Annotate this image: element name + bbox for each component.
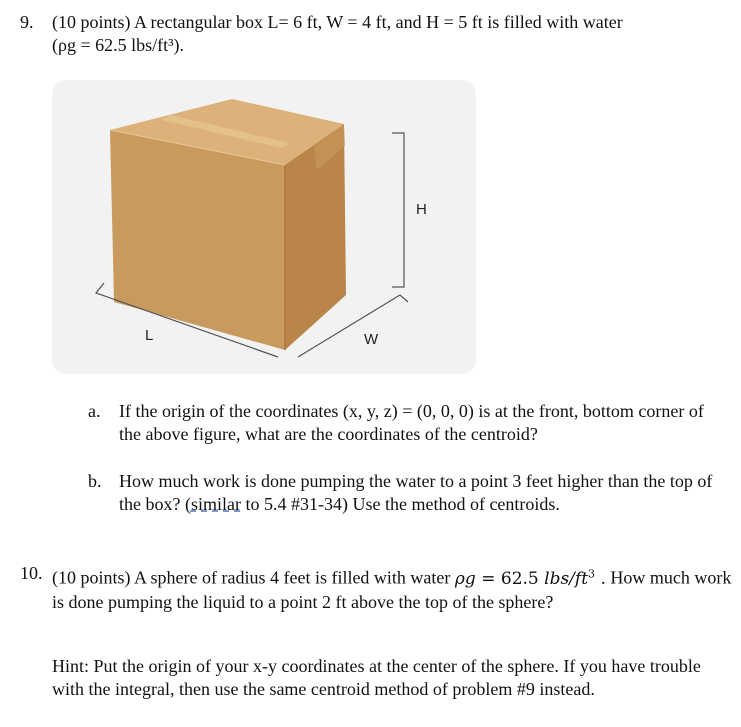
problem-10-number: 10. — [20, 563, 43, 583]
problem-10-hint: Hint: Put the origin of your x-y coordinates at the center of the sphere. If you have trouble with the integral, then use the same centroid method of problem #9 instead. — [52, 656, 701, 699]
problem-10-intro: (10 points) A sphere of radius 4 feet is filled with water — [52, 567, 451, 588]
label-l: L — [145, 327, 154, 344]
box-front-face — [110, 130, 285, 350]
similar-word: similar — [190, 494, 241, 514]
problem-10-text — [52, 562, 732, 614]
problem-9-title — [20, 11, 732, 34]
problem-9-line2: (ρg = 62.5 lbs/ft³). — [52, 35, 185, 55]
problem-9-line1: (10 points) A rectangular box L= 6 ft, W = 4 ft, and H = 5 ft is filled with water — [52, 12, 623, 32]
part-a-letter: a. — [88, 401, 101, 421]
problem-10-question: How much work is done pumping the liquid to a point 2 ft above the top of the sphere? — [52, 567, 732, 612]
part-a-text: If the origin of the coordinates (x, y, z) = (0, 0, 0) is at the front, bottom corner of the above figure, what are the coordinates of the centroid? — [119, 401, 704, 444]
part-b-letter: b. — [88, 471, 102, 491]
height-bracket — [392, 133, 404, 287]
density-formula: ρg = 62.5 lbs/$ft^3$ . — [454, 567, 606, 589]
box-illustration — [52, 80, 476, 374]
problem-9-number: 9. — [20, 12, 34, 32]
label-w: W — [364, 331, 379, 348]
box-figure — [52, 80, 476, 374]
label-h: H — [416, 201, 427, 218]
part-b-text: How much work is done pumping the water to a point 3 feet higher than the top of the box? (similar to 5.4 #31-34) Use the method of centroids. — [119, 471, 713, 514]
